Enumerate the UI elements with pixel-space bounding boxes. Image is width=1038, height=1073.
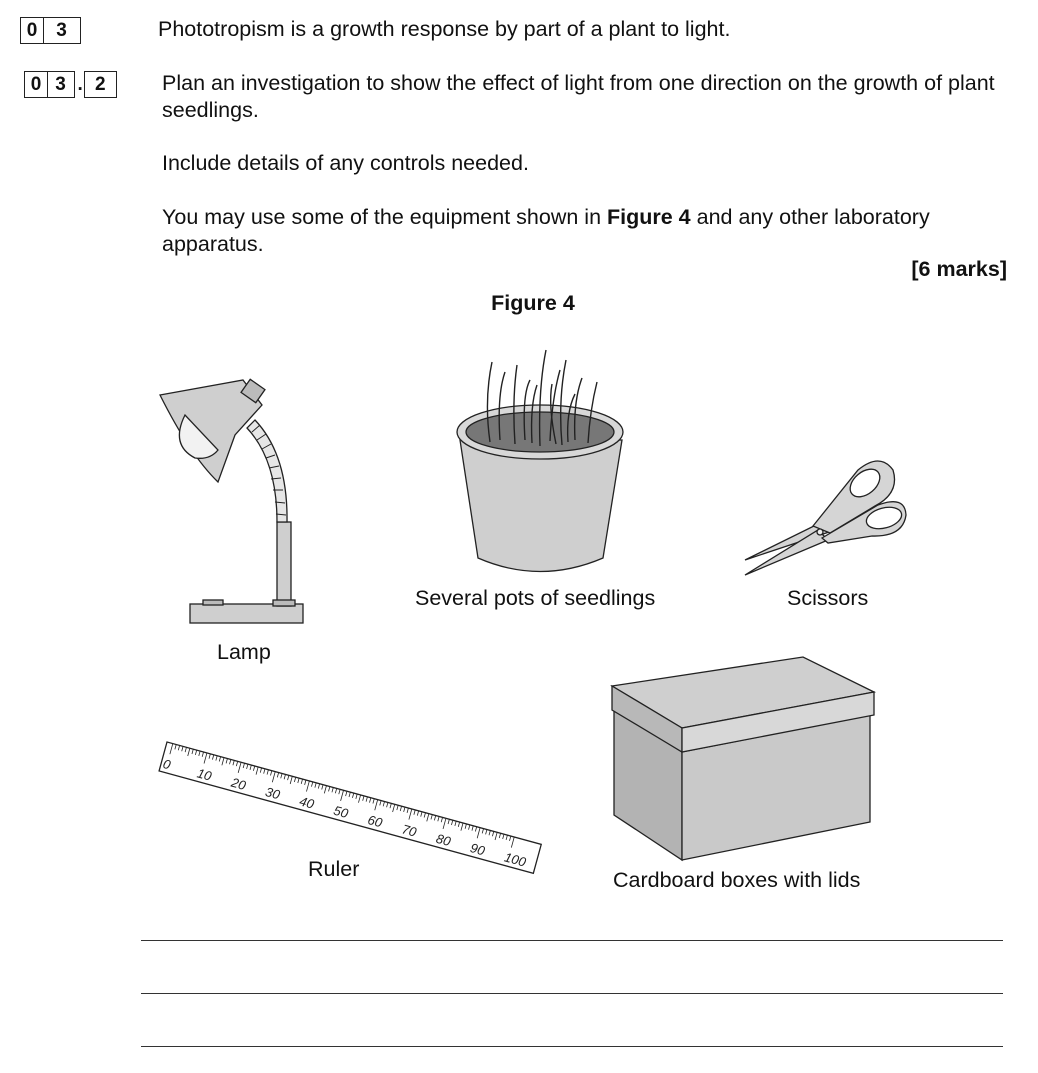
- answer-line: [141, 940, 1003, 941]
- lamp-label: Lamp: [217, 640, 271, 664]
- ruler-number: 70: [400, 821, 419, 840]
- equipment-text-start: You may use some of the equipment shown in: [162, 205, 608, 229]
- scissors-illustration: [745, 461, 906, 575]
- ruler-illustration: [159, 742, 541, 873]
- pots-label: Several pots of seedlings: [415, 586, 656, 610]
- question-digit: 3: [43, 17, 81, 44]
- question-digit: 0: [20, 17, 44, 44]
- pot-illustration: [457, 350, 623, 572]
- subquestion-dot: .: [77, 74, 83, 95]
- equipment-text-end: and any other laboratory apparatus.: [162, 205, 930, 256]
- ruler-number: 100: [502, 849, 528, 870]
- subquestion-digit: 0: [24, 71, 48, 98]
- ruler-number: 10: [195, 765, 214, 784]
- lamp-illustration: [160, 379, 303, 623]
- answer-line: [141, 1046, 1003, 1047]
- subquestion-digit: 2: [84, 71, 117, 98]
- ruler-number: 90: [468, 840, 487, 859]
- ruler-number: 30: [263, 784, 282, 803]
- ruler-number: 80: [434, 830, 453, 850]
- subquestion-digit: 3: [47, 71, 75, 98]
- answer-line: [141, 993, 1003, 994]
- question-plan: Plan an investigation to show the effect of light from one direction on the growth of plant seedlings.: [162, 71, 995, 122]
- ruler-number: 40: [297, 793, 316, 812]
- ruler-number: 20: [229, 774, 248, 794]
- marks-badge: [6 marks]: [911, 257, 1007, 281]
- boxes-label: Cardboard boxes with lids: [613, 868, 861, 892]
- figure-title: Figure 4: [491, 291, 575, 315]
- scissors-label: Scissors: [787, 586, 869, 610]
- ruler-number: 50: [332, 802, 350, 822]
- question-controls: Include details of any controls needed.: [162, 151, 529, 175]
- box-illustration: [612, 657, 874, 860]
- ruler-number: 0: [161, 756, 173, 773]
- ruler-number: 60: [366, 812, 385, 831]
- question-intro: Phototropism is a growth response by part of a plant to light.: [158, 17, 731, 41]
- ruler-label: Ruler: [308, 857, 360, 881]
- figure-reference: Figure 4: [607, 205, 691, 229]
